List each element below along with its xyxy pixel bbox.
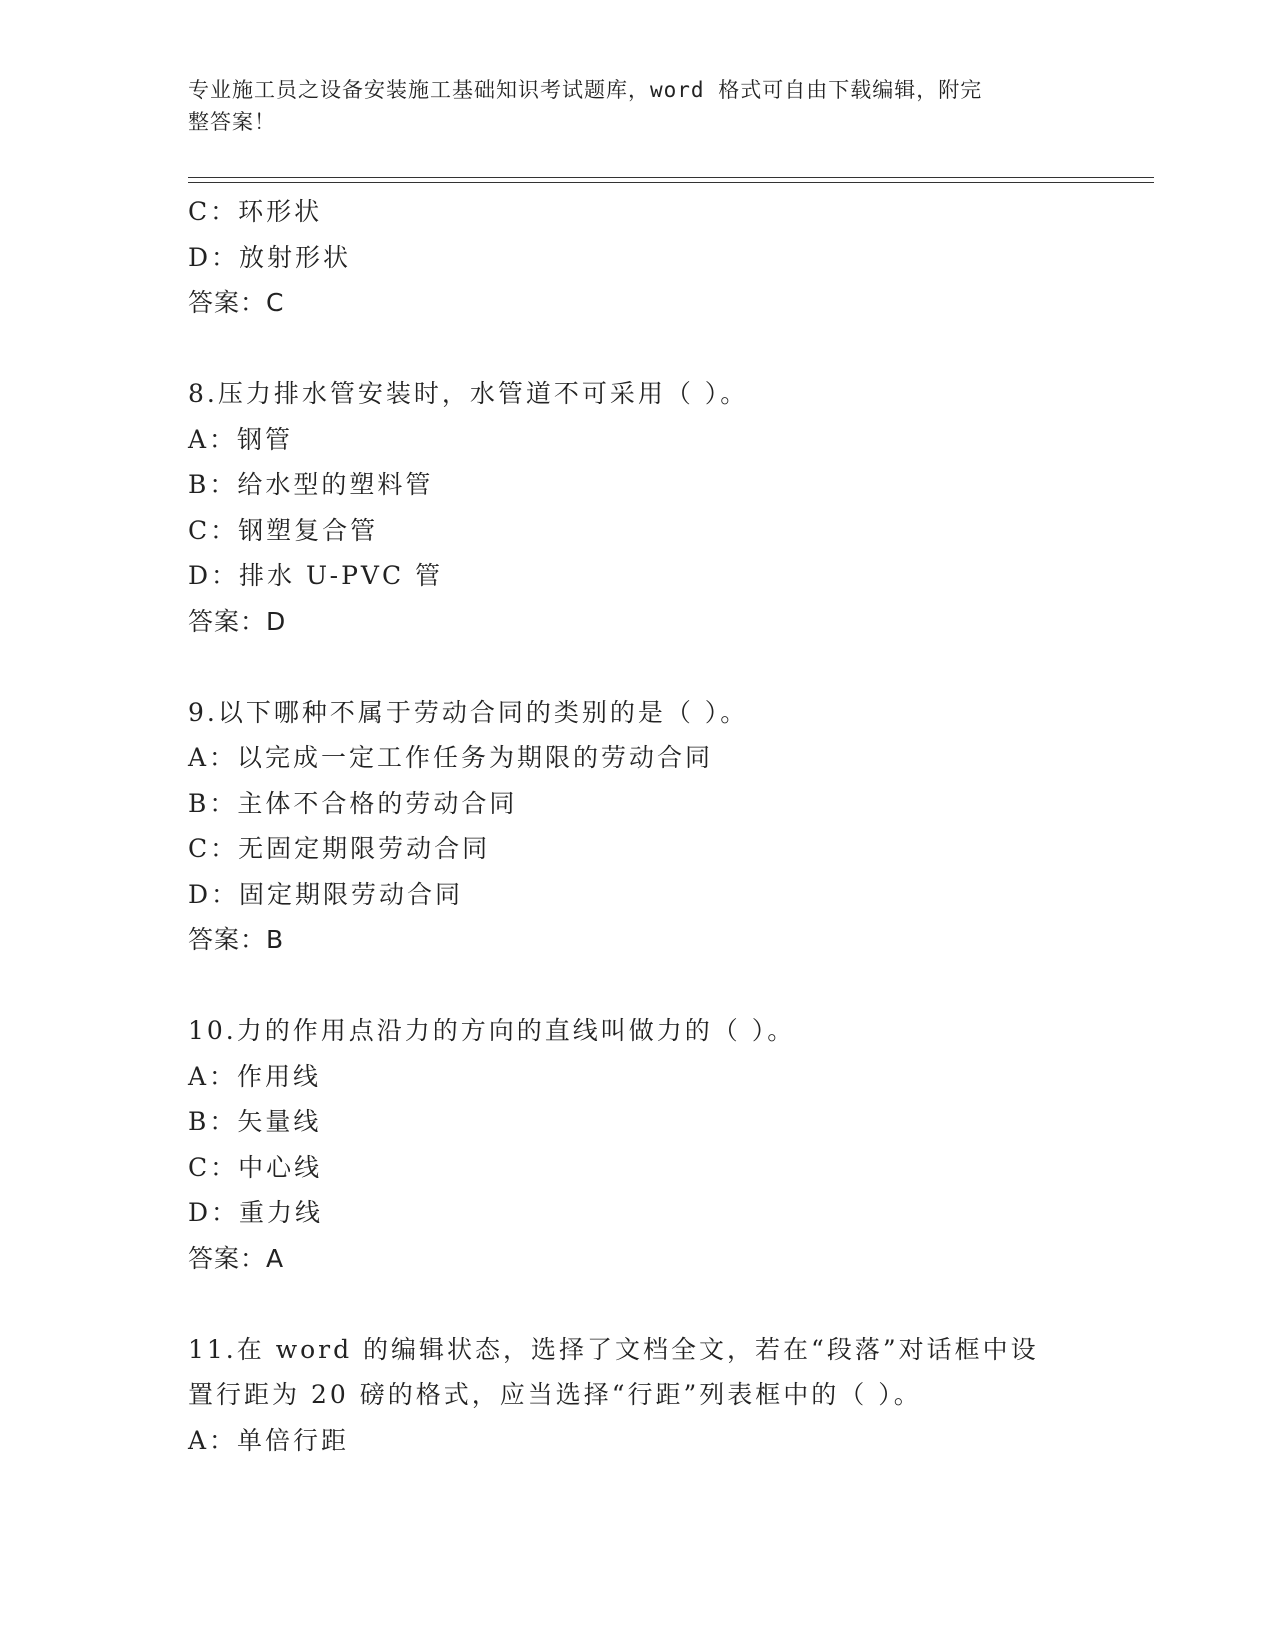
question-text-line-2: 置行距为 20 磅的格式，应当选择“行距”列表框中的（ ）。	[188, 1380, 922, 1409]
option-a: A：作用线	[188, 1061, 322, 1091]
header-line-1: 专业施工员之设备安装施工基础知识考试题库，word 格式可自由下载编辑，附完	[188, 78, 983, 102]
option-a: A：单倍行距	[188, 1425, 350, 1455]
spacer	[188, 1281, 1088, 1327]
question-text: 8.压力排水管安装时，水管道不可采用（ ）。	[188, 379, 749, 408]
option-d: D：固定期限劳动合同	[188, 879, 464, 909]
option-b: B：主体不合格的劳动合同	[188, 788, 518, 818]
question-block-7	[188, 189, 1088, 326]
question-block-8	[188, 371, 1088, 644]
option-c: C：钢塑复合管	[188, 515, 379, 545]
answer: 答案：D	[188, 606, 287, 636]
question-block-10	[188, 1008, 1088, 1281]
document-header	[188, 74, 1068, 138]
option-c: C：无固定期限劳动合同	[188, 834, 491, 863]
answer: 答案：C	[188, 288, 285, 317]
option-d: D：排水 U-PVC 管	[188, 561, 444, 590]
question-block-11	[188, 1327, 1088, 1464]
option-d: D：重力线	[188, 1198, 324, 1227]
option-a: A：以完成一定工作任务为期限的劳动合同	[188, 743, 714, 772]
question-text: 10.力的作用点沿力的方向的直线叫做力的（ ）。	[188, 1016, 796, 1045]
header-line-2: 整答案！	[188, 110, 276, 134]
question-list	[188, 189, 1088, 1463]
spacer	[188, 963, 1088, 1009]
answer: 答案：A	[188, 1243, 285, 1273]
option-b: B：给水型的塑料管	[188, 470, 434, 499]
option-d: D：放射形状	[188, 242, 352, 272]
header-divider-bottom	[188, 182, 1154, 183]
option-c: C：中心线	[188, 1152, 323, 1182]
question-text: 9.以下哪种不属于劳动合同的类别的是（ ）。	[188, 697, 749, 727]
spacer	[188, 326, 1088, 372]
question-block-9	[188, 690, 1088, 963]
spacer	[188, 644, 1088, 690]
question-text-line-1: 11.在 word 的编辑状态，选择了文档全文，若在“段落”对话框中设	[188, 1334, 1039, 1364]
option-c: C：环形状	[188, 197, 323, 226]
option-a: A：钢管	[188, 424, 294, 454]
header-divider-top	[188, 177, 1154, 178]
answer: 答案：B	[188, 925, 285, 954]
option-b: B：矢量线	[188, 1107, 322, 1136]
